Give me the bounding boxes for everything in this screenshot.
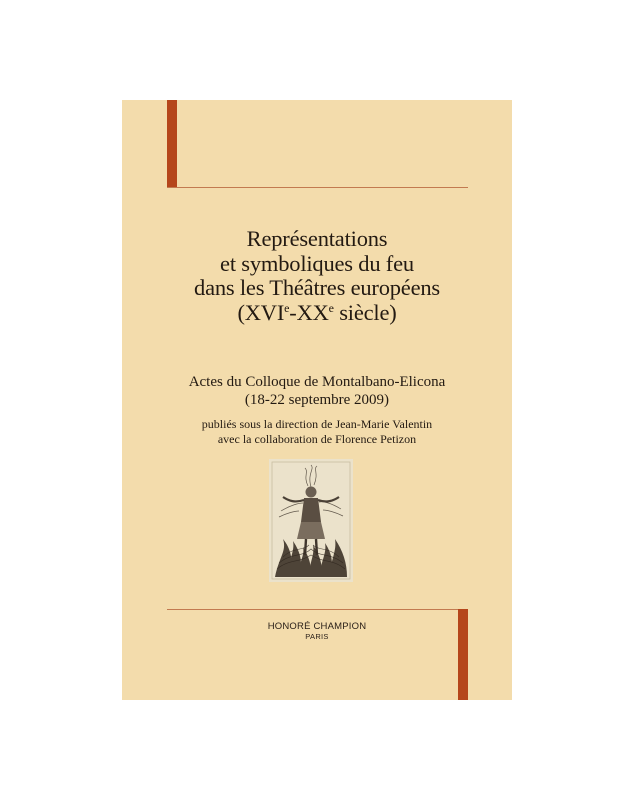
century-dash: - [289,299,297,325]
editors-line-2: avec la collaboration de Florence Petizon [217,431,417,446]
century-start-numeral: XVI [244,299,285,325]
top-accent-bar [167,100,177,187]
book-title [122,227,512,325]
century-open-paren: ( [237,299,245,325]
subtitle-line-1: Actes du Colloque de Montalbano-Elicona [188,374,446,390]
publisher-city: PARIS [305,632,329,641]
century-start-superscript: e [284,300,290,315]
top-rule [167,187,468,188]
century-tail: siècle) [333,299,397,325]
title-line-3: dans les Théâtres européens [194,275,440,300]
subtitle-line-2: (18-22 septembre 2009) [244,391,390,408]
century-end-superscript: e [328,300,334,315]
book-editors [122,417,512,446]
bottom-rule [167,609,468,610]
book-subtitle [122,374,512,409]
century-end-numeral: XX [296,299,329,325]
publisher-block [122,621,512,642]
publisher-name: HONORÉ CHAMPION [267,621,367,632]
title-line-2: et symboliques du feu [220,250,414,276]
title-line-1: Représentations [246,226,388,251]
engraving-figure-in-flames-icon [269,459,353,582]
title-century-line [122,301,512,326]
book-cover [122,100,512,700]
editors-line-1: publiés sous la direction de Jean-Marie Valentin [201,417,433,431]
